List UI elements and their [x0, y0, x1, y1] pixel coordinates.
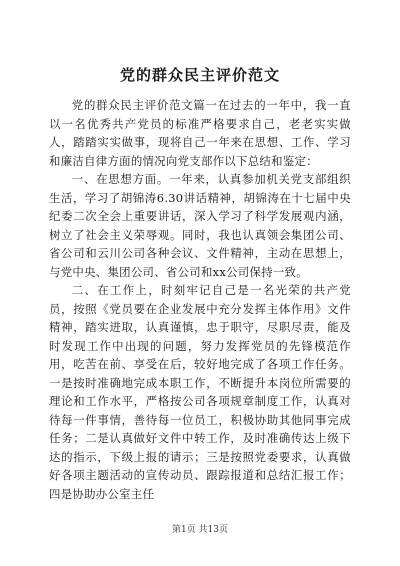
document-title: 党的群众民主评价范文	[119, 66, 280, 84]
paragraph-thought: 一、在思想方面。一年来，认真参加机关党支部组织生活，学习了胡锦涛6.30讲话精神，胡锦涛在十七届中央纪委二次全会上重要讲话，深入学习了科学发展观内涵，树立了社会主义荣辱观。同时，我也认真领会集团公司、省公司和云川公司各种会议、文件精神，主动在思想上，与党中央、集团公司、省公司和xx公司保持一致。	[49, 172, 351, 279]
page-number-footer: 第1页 共13页	[171, 525, 229, 535]
document-body	[49, 96, 351, 503]
paragraph-intro: 党的群众民主评价范文篇一在过去的一年中，我一直以一名优秀共产党员的标准严格要求自己，老老实实做人，踏踏实实做事，现将自己一年来在思想、工作、学习和廉洁自律方面的情况向党支部作以下总结和鉴定：	[49, 98, 351, 168]
paragraph-work: 二、在工作上，时刻牢记自己是一名光荣的共产党员，按照《党员要在企业发展中充分发挥主体作用》文件精神，踏实进取，认真谨慎，忠于职守，尽职尽责，能及时发现工作中出现的问题，努力发挥党员的先锋模范作用，吃苦在前、享受在后，较好地完成了各项工作任务。一是按时准确地完成本职工作，不断提升本岗位所需要的理论和工作水平，严格按公司各项规章制度工作，认真对待每一件事情，善待每一位员工，积极协助其他同事完成任务；二是认真做好文件中转工作，及时准确传达上级下达的指示，下级上报的请示；三是按照党委要求，认真做好各项主题活动的宣传动员、跟踪报道和总结汇报工作；四是协助办公室主任	[49, 283, 351, 501]
